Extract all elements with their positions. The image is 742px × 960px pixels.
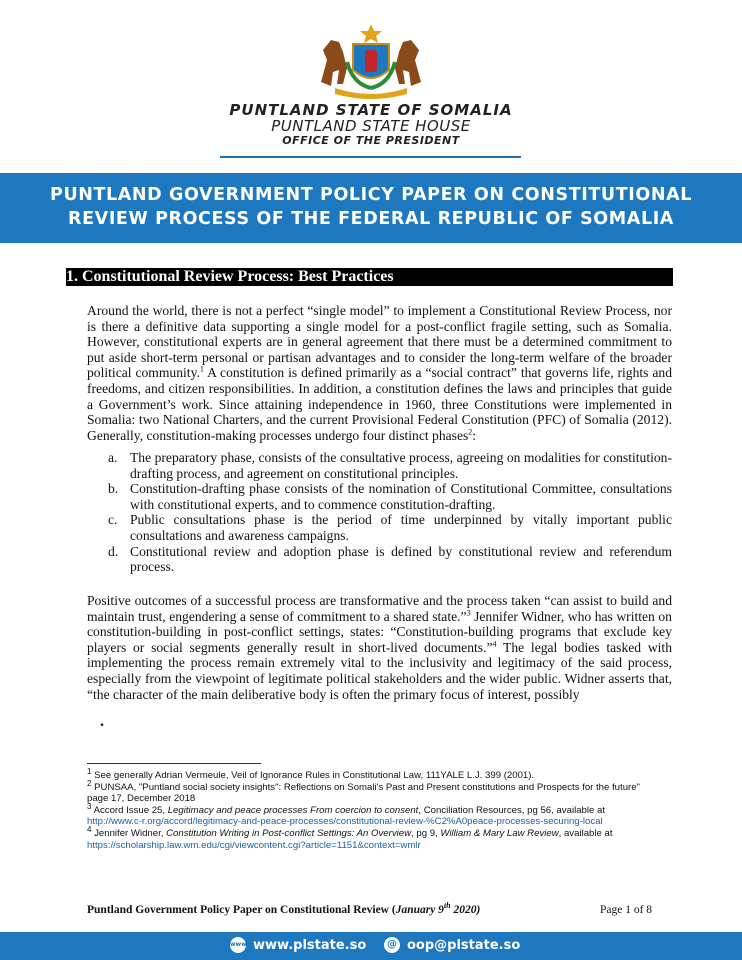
footnote-ref-3[interactable]: 3 xyxy=(466,608,471,618)
footnote-text: , Conciliation Resources, pg 56, available at xyxy=(418,804,606,816)
header-divider xyxy=(220,156,521,158)
footnote-2 xyxy=(87,778,657,805)
para1-text-c: : xyxy=(472,427,477,443)
website-contact[interactable] xyxy=(230,937,366,953)
para2-text-c: The legal bodies tasked with implementing the process remain extremely vital to the inclusivity and legitimacy of the said process, especially from the viewpoint of legitimate political stakeholders and the wider public. Widner asserts that, “the character of the main deliberative body is often the primary focus of interest, possibly xyxy=(87,639,672,702)
footnote-journal: William & Mary Law Review xyxy=(440,827,559,839)
globe-icon: www xyxy=(230,937,246,953)
footnote-text: Jennifer Widner, xyxy=(91,827,167,839)
title-banner xyxy=(0,173,742,243)
footnote-text: Accord Issue 25, xyxy=(91,804,168,816)
footnote-1 xyxy=(87,766,657,782)
para1-text-b: A constitution is defined primarily as a “social contract” that governs life, rights and freedoms, and citizen responsibilities. In addition, a constitution defines the laws and principles that guide a Government’s work. Since attaining independence in 1960, three Constitutions were implemented in Somalia: two National Charters, and the current Provisional Federal Constitution (PFC) of Somalia (2012). Generally, constitution-making processes undergo four distinct phases xyxy=(87,365,672,443)
footnote-number: 2 xyxy=(87,778,92,788)
list-item-text: Constitutional review and adoption phase is defined by constitutional review and referendum process. xyxy=(130,543,672,575)
footnote-ref-1[interactable]: 1 xyxy=(199,364,204,374)
footnote-ref-2[interactable]: 2 xyxy=(468,427,473,437)
page-number: Page 1 of 8 xyxy=(600,904,653,916)
footnote-divider xyxy=(87,763,261,764)
footnote-number: 1 xyxy=(87,766,92,776)
para2-text-a: Positive outcomes of a successful process are transformative and the process taken “can assist to build and maintain trust, engendering a sense of commitment to a shared state.” xyxy=(87,593,672,624)
list-item-text: The preparatory phase, consists of the consultative process, agreeing on modalities for constitution-drafting process, and agreement on constitutional principles. xyxy=(130,450,672,481)
list-marker: b. xyxy=(108,481,119,497)
paragraph-outcomes xyxy=(87,593,672,702)
footnote-link[interactable]: https://scholarship.law.wm.edu/cgi/viewcontent.cgi?article=1151&context=wmlr xyxy=(87,839,421,851)
puntland-emblem-icon xyxy=(313,22,429,100)
list-marker: a. xyxy=(108,450,118,465)
paragraph-intro xyxy=(87,303,672,443)
footer-year: 2020) xyxy=(450,904,481,916)
list-marker: c. xyxy=(108,512,118,528)
page-footer-title xyxy=(87,901,481,916)
website-link[interactable]: www.plstate.so xyxy=(253,937,367,953)
section-heading xyxy=(66,268,673,286)
phases-list xyxy=(108,450,672,575)
stray-dot: . xyxy=(100,713,104,730)
banner-title-line2: REVIEW PROCESS OF THE FEDERAL REPUBLIC OF SOMALIA xyxy=(68,209,674,229)
header-state-house: PUNTLAND STATE HOUSE xyxy=(271,117,471,135)
email-contact[interactable] xyxy=(384,937,520,953)
footer-date-suffix: th xyxy=(443,901,451,911)
list-item xyxy=(108,450,672,481)
footnote-number: 3 xyxy=(87,801,92,811)
footnote-link[interactable]: http://www.c-r.org/accord/legitimacy-and-peace-processes/constitutional-review-%C2%A0peace-processes-securing-local xyxy=(87,816,603,828)
at-icon: @ xyxy=(384,937,400,953)
list-item xyxy=(108,481,672,512)
footnote-3 xyxy=(87,801,657,828)
footnote-text: PUNSAA, "Puntland social society insights": Reflections on Somali's Past and Present constitutions and Prospects for the future" page 17, December 2018 xyxy=(87,781,640,805)
header-office: OFFICE OF THE PRESIDENT xyxy=(282,134,460,147)
footnote-title: Constitution Writing in Post-conflict Settings: An Overview xyxy=(166,827,412,839)
footer-date: January 9 xyxy=(395,904,444,916)
footnote-ref-4[interactable]: 4 xyxy=(492,639,497,649)
banner-title-line1: PUNTLAND GOVERNMENT POLICY PAPER ON CONSTITUTIONAL xyxy=(50,185,692,205)
footnote-text: , available at xyxy=(558,827,613,839)
list-item-text: Constitution-drafting phase consists of the nomination of Constitutional Committee, consultations with constitutional experts, and to commence constitution-drafting. xyxy=(130,481,672,512)
list-marker: d. xyxy=(108,543,119,559)
list-item-text: Public consultations phase is the period of time underpinned by vitally important public consultations and awareness campaigns. xyxy=(130,512,672,543)
contact-bar xyxy=(0,932,742,960)
footnotes xyxy=(87,766,657,851)
para1-text-a: Around the world, there is not a perfect “single model” to implement a Constitutional Review Process, nor is there a definitive data supporting a single model for a post-conflict fragile setting, such as Somalia. However, constitutional experts are in general agreement that there must be a determined commitment to put aside short-term personal or partisan advantages and to consider the long-term welfare of the broader political community. xyxy=(87,303,672,381)
list-item xyxy=(108,512,672,543)
para2-text-b: Jennifer Widner, who has written on constitution-building in post-conflict settings, states: “Constitution-building programs that exclude key players or social segments generally result in short-lived documents.” xyxy=(87,608,672,655)
list-item xyxy=(108,544,672,575)
section-heading-text: 1. Constitutional Review Process: Best Practices xyxy=(66,268,394,285)
email-link[interactable]: oop@plstate.so xyxy=(407,937,521,953)
footer-title-text: Puntland Government Policy Paper on Constitutional Review ( xyxy=(87,904,396,916)
footnote-title: Legitimacy and peace processes From coercion to consent xyxy=(167,804,419,816)
footnote-number: 4 xyxy=(87,824,92,834)
footnote-text: See generally Adrian Vermeule, Veil of Ignorance Rules in Constitutional Law, 111YALE L.J. 399 (2001). xyxy=(91,770,535,781)
footnote-text: , pg 9, xyxy=(411,827,441,839)
header-state-name: PUNTLAND STATE OF SOMALIA xyxy=(229,101,513,119)
footnote-4 xyxy=(87,824,657,851)
